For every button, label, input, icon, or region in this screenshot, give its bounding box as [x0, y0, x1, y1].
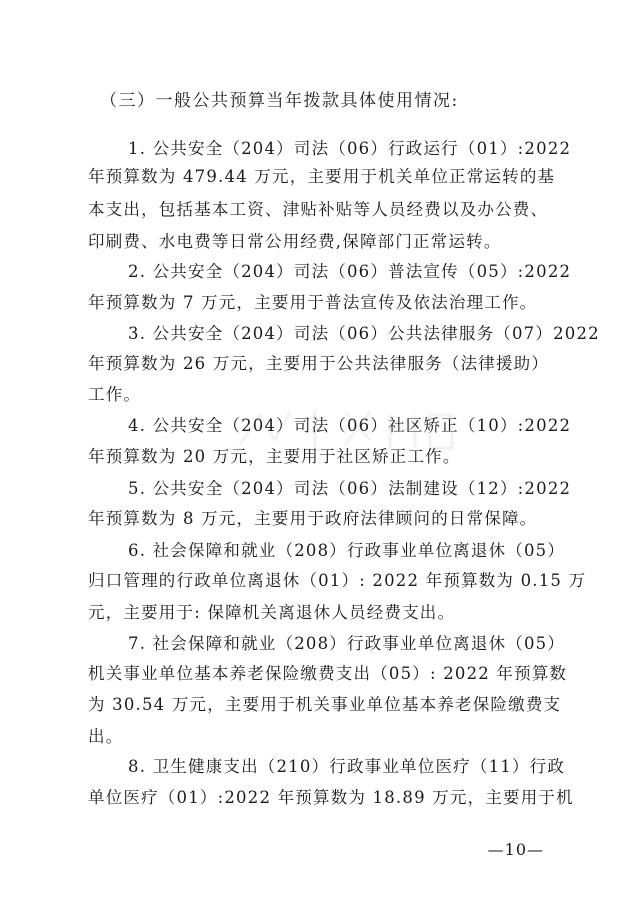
- paragraph-6-line-1: 6. 社会保障和就业（208）行政事业单位离退休（05）: [128, 541, 566, 560]
- paragraph-6-line-2: 归口管理的行政单位离退休（01）: 2022 年预算数为 0.15 万: [88, 571, 587, 590]
- paragraph-2-line-1: 2. 公共安全（204）司法（06）普法宣传（05）:2022: [128, 262, 572, 281]
- paragraph-1-line-2: 年预算数为 479.44 万元，主要用于机关单位正常运转的基: [88, 167, 556, 186]
- paragraph-1-line-4: 印刷费、水电费等日常公用经费,保障部门正常运转。: [88, 232, 502, 251]
- paragraph-4-line-2: 年预算数为 20 万元，主要用于社区矫正工作。: [88, 447, 461, 466]
- paragraph-8-line-1: 8. 卫生健康支出（210）行政事业单位医疗（11）行政: [128, 757, 566, 776]
- paragraph-7-line-1: 7. 社会保障和就业（208）行政事业单位离退休（05）: [128, 634, 566, 653]
- paragraph-5-line-2: 年预算数为 8 万元，主要用于政府法律顾问的日常保障。: [88, 509, 538, 528]
- paragraph-3-line-2: 年预算数为 26 万元，主要用于公共法律服务（法律援助）: [88, 354, 550, 373]
- page-number: —10—: [487, 840, 544, 859]
- paragraph-6-line-3: 元，主要用于: 保障机关离退休人员经费支出。: [88, 603, 456, 622]
- section-heading: （三）一般公共预算当年拨款具体使用情况:: [100, 91, 459, 111]
- paragraph-3-line-3: 工作。: [88, 385, 142, 404]
- paragraph-7-line-3: 为 30.54 万元，主要用于机关事业单位基本养老保险缴费支: [88, 695, 562, 714]
- paragraph-3-line-1: 3. 公共安全（204）司法（06）公共法律服务（07）2022: [128, 324, 600, 343]
- paragraph-2-line-2: 年预算数为 7 万元，主要用于普法宣传及依法治理工作。: [88, 293, 538, 312]
- paragraph-7-line-4: 出。: [88, 727, 124, 746]
- paragraph-1-line-3: 本支出，包括基本工资、津贴补贴等人员经费以及办公费、: [88, 200, 549, 219]
- paragraph-7-line-2: 机关事业单位基本养老保险缴费支出（05）: 2022 年预算数: [88, 664, 568, 683]
- paragraph-4-line-1: 4. 公共安全（204）司法（06）社区矫正（10）:2022: [128, 416, 572, 435]
- paragraph-5-line-1: 5. 公共安全（204）司法（06）法制建设（12）:2022: [128, 479, 572, 498]
- paragraph-8-line-2: 单位医疗（01）:2022 年预算数为 18.89 万元，主要用于机: [88, 788, 574, 807]
- paragraph-1-line-1: 1. 公共安全（204）司法（06）行政运行（01）:2022: [128, 139, 572, 158]
